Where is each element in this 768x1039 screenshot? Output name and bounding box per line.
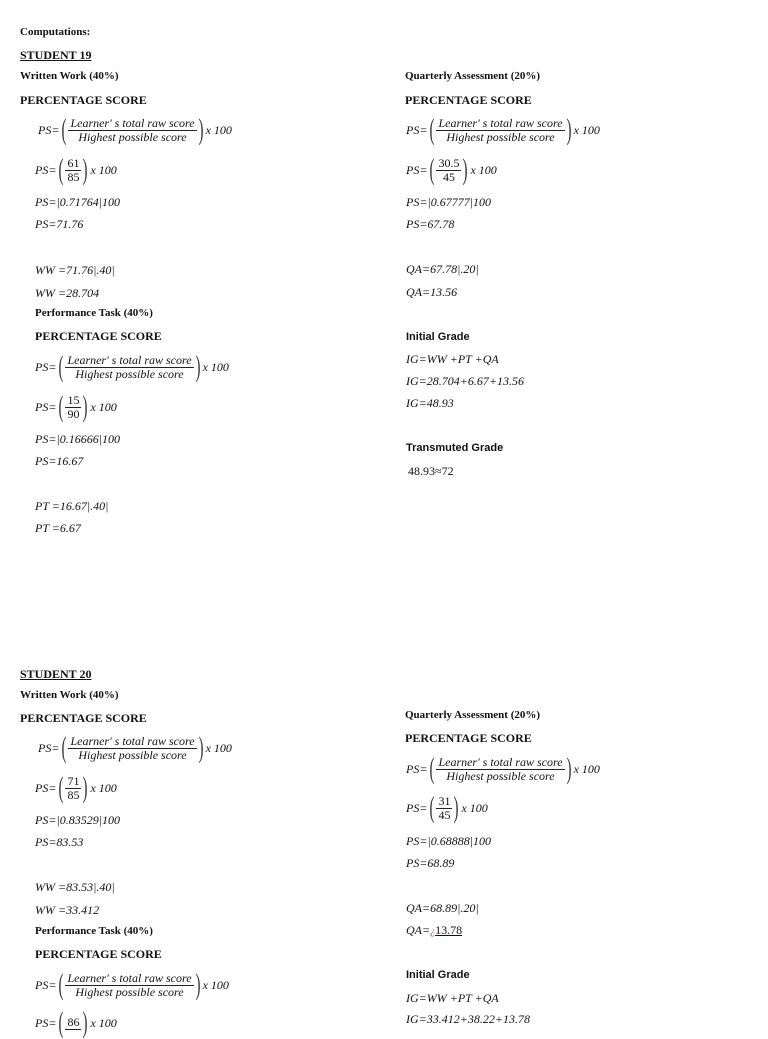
s19-ww-calc2: WW =28.704 <box>35 286 100 300</box>
s19-qa-step3: PS=|0.67777|100 <box>406 195 492 209</box>
s19-pt-ps-label: PERCENTAGE SCORE <box>35 329 162 343</box>
s19-qa-formula: PS= ( $\frac{\text{Learner' s total raw score}}{\text{Highest possible score}}$ ) x 100 <box>406 113 600 146</box>
s19-pt-calc2: PT =6.67 <box>35 521 81 535</box>
s19-pt-step3: PS=|0.16666|100 <box>35 432 121 446</box>
s19-qa-calc1: QA=67.78|.20| <box>406 262 479 276</box>
s19-ww-formula: PS= ( $\frac{\text{Learner' s total raw score}}{\text{Highest possible score}}$ ) x 100 <box>38 113 232 146</box>
s20-ww-step4: PS=83.53 <box>35 835 84 849</box>
page-header: Computations: <box>20 26 91 38</box>
s19-ig-title: Initial Grade <box>406 331 470 343</box>
s19-pt-calc1: PT =16.67|.40| <box>35 499 109 513</box>
s20-ww-title: Written Work (40%) <box>20 689 119 701</box>
s19-ig-line1: IG=WW +PT +QA <box>406 352 499 366</box>
s19-ig-line3: IG=48.93 <box>406 396 454 410</box>
student-19-title: STUDENT 19 <box>20 48 92 62</box>
s19-pt-fraction: PS= ( $\frac{15}{90}$ ) x 100 <box>35 390 117 423</box>
s20-qa-calc1: QA=68.89|.20| <box>406 901 479 915</box>
s19-qa-ps-label: PERCENTAGE SCORE <box>405 93 532 107</box>
s19-ww-step4: PS=71.76 <box>35 217 84 231</box>
s19-ww-calc1: WW =71.76|.40| <box>35 263 115 277</box>
s19-qa-fraction: PS= ( $\frac{30.5}{45}$ ) x 100 <box>406 153 497 186</box>
s20-qa-step4: PS=68.89 <box>406 856 455 870</box>
s20-pt-formula: PS= ( $\frac{\text{Learner' s total raw score}}{\text{Highest possible score}}$ ) x 100 <box>35 968 229 1001</box>
s19-ww-step3: PS=|0.71764|100 <box>35 195 121 209</box>
s20-ig-title: Initial Grade <box>406 969 470 981</box>
s19-pt-title: Performance Task (40%) <box>35 307 153 319</box>
s19-ww-fraction: PS= ( $\frac{61}{85}$ ) x 100 <box>35 153 117 186</box>
s19-pt-step4: PS=16.67 <box>35 454 84 468</box>
s19-ig-line2: IG=28.704+6.67+13.56 <box>406 374 524 388</box>
s20-ww-step3: PS=|0.83529|100 <box>35 813 121 827</box>
s20-pt-ps-label: PERCENTAGE SCORE <box>35 947 162 961</box>
s20-ww-ps-label: PERCENTAGE SCORE <box>20 711 147 725</box>
s20-ww-formula: PS= ( $\frac{\text{Learner' s total raw score}}{\text{Highest possible score}}$ ) x 100 <box>38 731 232 764</box>
s19-qa-step4: PS=67.78 <box>406 217 455 231</box>
s20-qa-calc2: QA=¿13.78 <box>406 923 463 937</box>
s20-pt-title: Performance Task (40%) <box>35 925 153 937</box>
s19-qa-title: Quarterly Assessment (20%) <box>405 70 541 82</box>
s20-qa-fraction: PS= ( $\frac{31}{45}$ ) x 100 <box>406 791 488 824</box>
s20-qa-ps-label: PERCENTAGE SCORE <box>405 731 532 745</box>
s19-pt-formula: PS= ( $\frac{\text{Learner' s total raw score}}{\text{Highest possible score}}$ ) x 100 <box>35 350 229 383</box>
s20-ww-calc2: WW =33.412 <box>35 903 100 917</box>
s20-pt-fraction: PS= ( 86 ) x 100 <box>35 1006 117 1039</box>
student-20-title: STUDENT 20 <box>20 667 92 681</box>
s20-ww-calc1: WW =83.53|.40| <box>35 880 115 894</box>
s20-ww-fraction: PS= ( $\frac{71}{85}$ ) x 100 <box>35 771 117 804</box>
s20-qa-step3: PS=|0.68888|100 <box>406 834 492 848</box>
s19-qa-calc2: QA=13.56 <box>406 285 458 299</box>
s19-ww-title: Written Work (40%) <box>20 70 119 82</box>
s19-tg-value: 48.93≈72 <box>408 464 454 478</box>
s20-qa-title: Quarterly Assessment (20%) <box>405 709 541 721</box>
s19-ww-ps-label: PERCENTAGE SCORE <box>20 93 147 107</box>
s20-ig-line2: IG=33.412+38.22+13.78 <box>406 1012 530 1026</box>
s19-tg-title: Transmuted Grade <box>406 442 504 454</box>
s20-qa-formula: PS= ( $\frac{\text{Learner' s total raw score}}{\text{Highest possible score}}$ ) x 100 <box>406 752 600 785</box>
s20-ig-line1: IG=WW +PT +QA <box>406 991 499 1005</box>
